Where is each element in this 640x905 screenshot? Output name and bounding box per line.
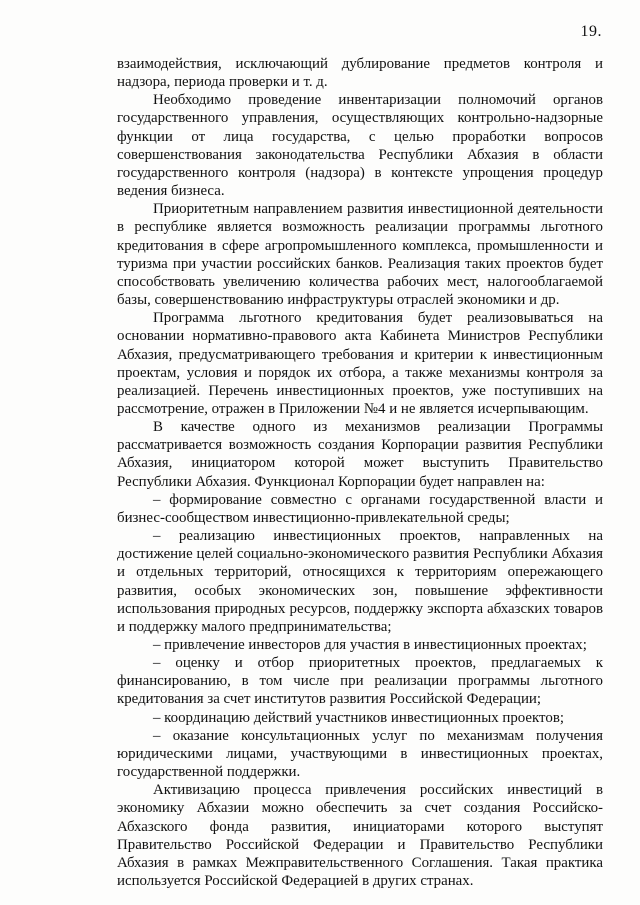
list-item-coordination: – координацию действий участников инвестиционных проектов;	[153, 709, 564, 726]
page-body	[117, 55, 603, 890]
paragraph-fund: Активизацию процесса привлечения российских инвестиций в экономику Абхазии можно обеспечить за счет создания Российско-Абхазского фонда развития, инициаторами которого выступят Правительство Российской Федерации и Правительство Республики Абхазия в рамках Межправительственного Соглашения. Такая практика используется Российской Федерацией в других странах.	[117, 782, 603, 890]
list-item-environment: – формирование совместно с органами государственной власти и бизнес-сообществом инвестиционно-привлекательной среды;	[117, 491, 603, 526]
page-number: 19.	[580, 23, 602, 40]
paragraph-corporation: В качестве одного из механизмов реализации Программы рассматривается возможность создания Корпорации развития Республики Абхазия, инициатором которой может выступить Правительство Республики Абхазия. Функционал Корпорации будет направлен на:	[117, 419, 603, 490]
list-item-investors: – привлечение инвесторов для участия в инвестиционных проектах;	[153, 637, 587, 653]
paragraph-credit-program: Программа льготного кредитования будет реализовываться на основании нормативно-правового акта Кабинета Министров Республики Абхазия, предусматривающего требования и критерии к инвестиционным проектам, условия и порядок их отбора, а также механизмы контроля за реализацией. Перечень инвестиционных проектов, уже поступивших на рассмотрение, отражен в Приложении №4 и не является исчерпывающим.	[117, 310, 603, 417]
list-item-projects: – реализацию инвестиционных проектов, направленных на достижение целей социально-экономического развития Республики Абхазия и отдельных территорий, относящихся к территориям опережающего развития, особых экономических зон, повышение эффективности использования природных ресурсов, поддержку экспорта абхазских товаров и поддержку малого предпринимательства;	[117, 528, 603, 635]
paragraph-inventory: Необходимо проведение инвентаризации полномочий органов государственного управления, осуществляющих контрольно-надзорные функции от лица государства, с целью проработки вопросов совершенствования законодательства Республики Абхазия в области государственного контроля (надзора) в контексте упрощения процедур ведения бизнеса.	[117, 92, 603, 200]
list-item-consulting: – оказание консультационных услуг по механизмам получения юридическими лицами, участвующими в инвестиционных проектах, государственной поддержки.	[117, 727, 603, 781]
paragraph-continuation: взаимодействия, исключающий дублирование предметов контроля и надзора, периода проверки и т. д.	[117, 56, 603, 91]
list-item-selection: – оценку и отбор приоритетных проектов, предлагаемых к финансированию, в том числе при реализации программы льготного кредитования за счет институтов развития Российской Федерации;	[117, 655, 603, 708]
paragraph-priority-direction: Приоритетным направлением развития инвестиционной деятельности в республике является возможность реализации программы льготного кредитования в сфере агропромышленного комплекса, промышленности и туризма при участии российских банков. Реализация таких проектов будет способствовать увеличению количества рабочих мест, налогооблагаемой базы, совершенствованию инфраструктуры отраслей экономики и др.	[117, 201, 603, 309]
